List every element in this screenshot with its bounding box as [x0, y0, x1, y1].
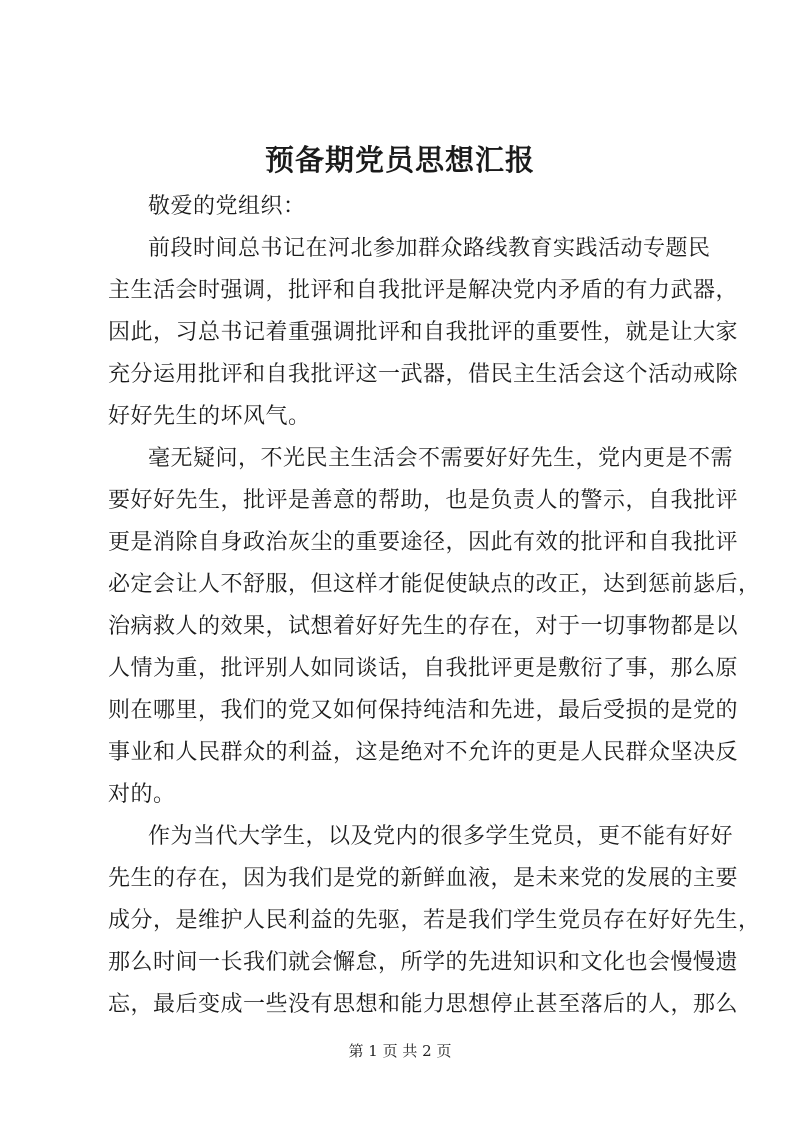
paragraph-line: 主生活会时强调，批评和自我批评是解决党内矛盾的有力武器， [108, 278, 739, 303]
document-title: 预备期党员思想汇报 [264, 143, 535, 177]
paragraph-line: 毫无疑问，不光民主生活会不需要好好先生，党内更是不需 [148, 446, 734, 471]
paragraph-line: 成分，是维护人民利益的先驱，若是我们学生党员存在好好先生， [108, 908, 761, 933]
paragraph-line: 因此，习总书记着重强调批评和自我批评的重要性，就是让大家 [108, 320, 739, 345]
paragraph-line: 前段时间总书记在河北参加群众路线教育实践活动专题民 [148, 236, 711, 261]
paragraph-line: 充分运用批评和自我批评这一武器，借民主生活会这个活动戒除 [108, 362, 739, 387]
paragraph-line: 治病救人的效果，试想着好好先生的存在，对于一切事物都是以 [108, 614, 739, 639]
salutation: 敬爱的党组织： [148, 194, 306, 219]
paragraph-line: 作为当代大学生，以及党内的很多学生党员，更不能有好好 [148, 824, 734, 849]
paragraph-line: 更是消除自身政治灰尘的重要途径，因此有效的批评和自我批评 [108, 530, 739, 555]
page-indicator: 第 1 页 共 2 页 [348, 1042, 452, 1060]
document-body [108, 186, 761, 1026]
paragraph-line: 人情为重，批评别人如同谈话，自我批评更是敷衍了事，那么原 [108, 656, 739, 681]
paragraph-line: 好好先生的坏风气。 [108, 404, 311, 429]
paragraph-line: 必定会让人不舒服，但这样才能促使缺点的改正，达到惩前毖后， [108, 572, 761, 597]
paragraph-line: 那么时间一长我们就会懈怠，所学的先进知识和文化也会慢慢遗 [108, 950, 739, 975]
paragraph-line: 则在哪里，我们的党又如何保持纯洁和先进，最后受损的是党的 [108, 698, 739, 723]
paragraph-line: 忘，最后变成一些没有思想和能力思想停止甚至落后的人，那么 [108, 992, 739, 1017]
paragraph-line: 先生的存在，因为我们是党的新鲜血液，是未来党的发展的主要 [108, 866, 739, 891]
paragraph-2 [108, 438, 761, 816]
paragraph-line: 对的。 [108, 782, 176, 807]
paragraph-3 [108, 816, 761, 1026]
paragraph-line: 要好好先生，批评是善意的帮助，也是负责人的警示，自我批评 [108, 488, 739, 513]
paragraph-1 [108, 228, 739, 438]
paragraph-line: 事业和人民群众的利益，这是绝对不允许的更是人民群众坚决反 [108, 740, 739, 765]
